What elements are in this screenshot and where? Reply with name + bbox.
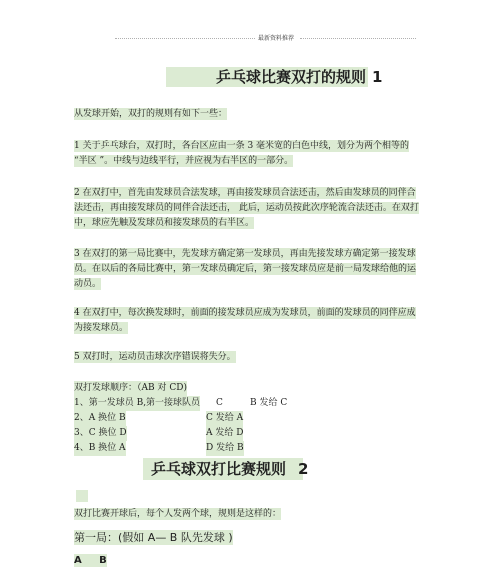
section2-title-number: 2 [298,460,309,478]
rule-5 [74,350,424,365]
serve-order-title-text: 双打发球顺序：（AB 对 CD) [74,381,187,396]
header-rule-right [300,38,416,39]
section1-title [166,67,383,87]
rule-3 [74,247,424,292]
rule-4-text: 4 在双打中，每次换发球时，前面的接发球员应成为发球员，前面的发球员的同伴应成为接发球员。 [74,308,416,333]
section1-title-number: 1 [372,68,383,86]
serve-order-cell: C 发给 A [206,411,243,426]
section1-title-text: 乒乓球比赛双打的规则 [216,68,367,86]
section2-intro-text: 双打比赛开球后，每个人发两个球，规则是这样的： [74,509,282,519]
section2-title [143,458,309,480]
serve-order-cell: 4、B 换位 A [74,441,126,456]
rule-1 [74,139,424,169]
rule-2 [74,186,424,231]
rule-1-text: 1 关于乒乓球台，双打时，各台区应由一条 3 毫米宽的白色中线，划分为两个相等的 “半区 ”。中线与边线平行，并应视为右半区的一部分。 [74,141,410,166]
section2-title-text: 乒乓球双打比赛规则 [151,460,287,478]
section1-intro-text: 从发球开始，双打的规则有如下一些： [74,109,228,119]
serve-order-cell: 3、C 换位 D [74,426,127,441]
game1-line [74,529,424,547]
serve-order-cell: D 发给 B [206,441,244,456]
game1-text: 第一局：(假如 A— B 队先发球 ) [74,531,233,544]
highlight-marker [76,490,88,502]
serve-order-cell: C [216,398,223,408]
header-rule-left [115,38,255,39]
section2-intro [74,507,424,522]
rule-4 [74,306,424,336]
rule-2-text: 2 在双打中，首先由发球员合法发球，再由接发球员合法还击，然后由发球员的同伴合法还击，再由接发球员的同伴合法还击， 此后，运动员按此次序轮流合法还击。在双打中，球应先触及发球员和接发球员的右半区。 [74,188,419,228]
section1-intro [74,107,424,122]
serve-order-cell: 2、A 换位 B [74,411,126,426]
header-label: 最新资料推荐 [258,35,295,42]
rule-5-text: 5 双打时，运动员击球次序错误将失分。 [74,352,236,362]
serve-order-cell: 1、第一发球员 B,第一接球队员 [74,396,200,411]
rule-3-text: 3 在双打的第一局比赛中，先发球方确定第一发球员，再由先接发球方确定第一接发球员。在以后的各局比赛中，第一发球员确定后，第一接发球员应是前一局发球给他的运动员。 [74,249,417,289]
game1-players-text: A B [74,555,107,566]
serve-order-cell: B 发给 C [250,398,288,408]
serve-order-cell: A 发给 D [206,426,243,441]
